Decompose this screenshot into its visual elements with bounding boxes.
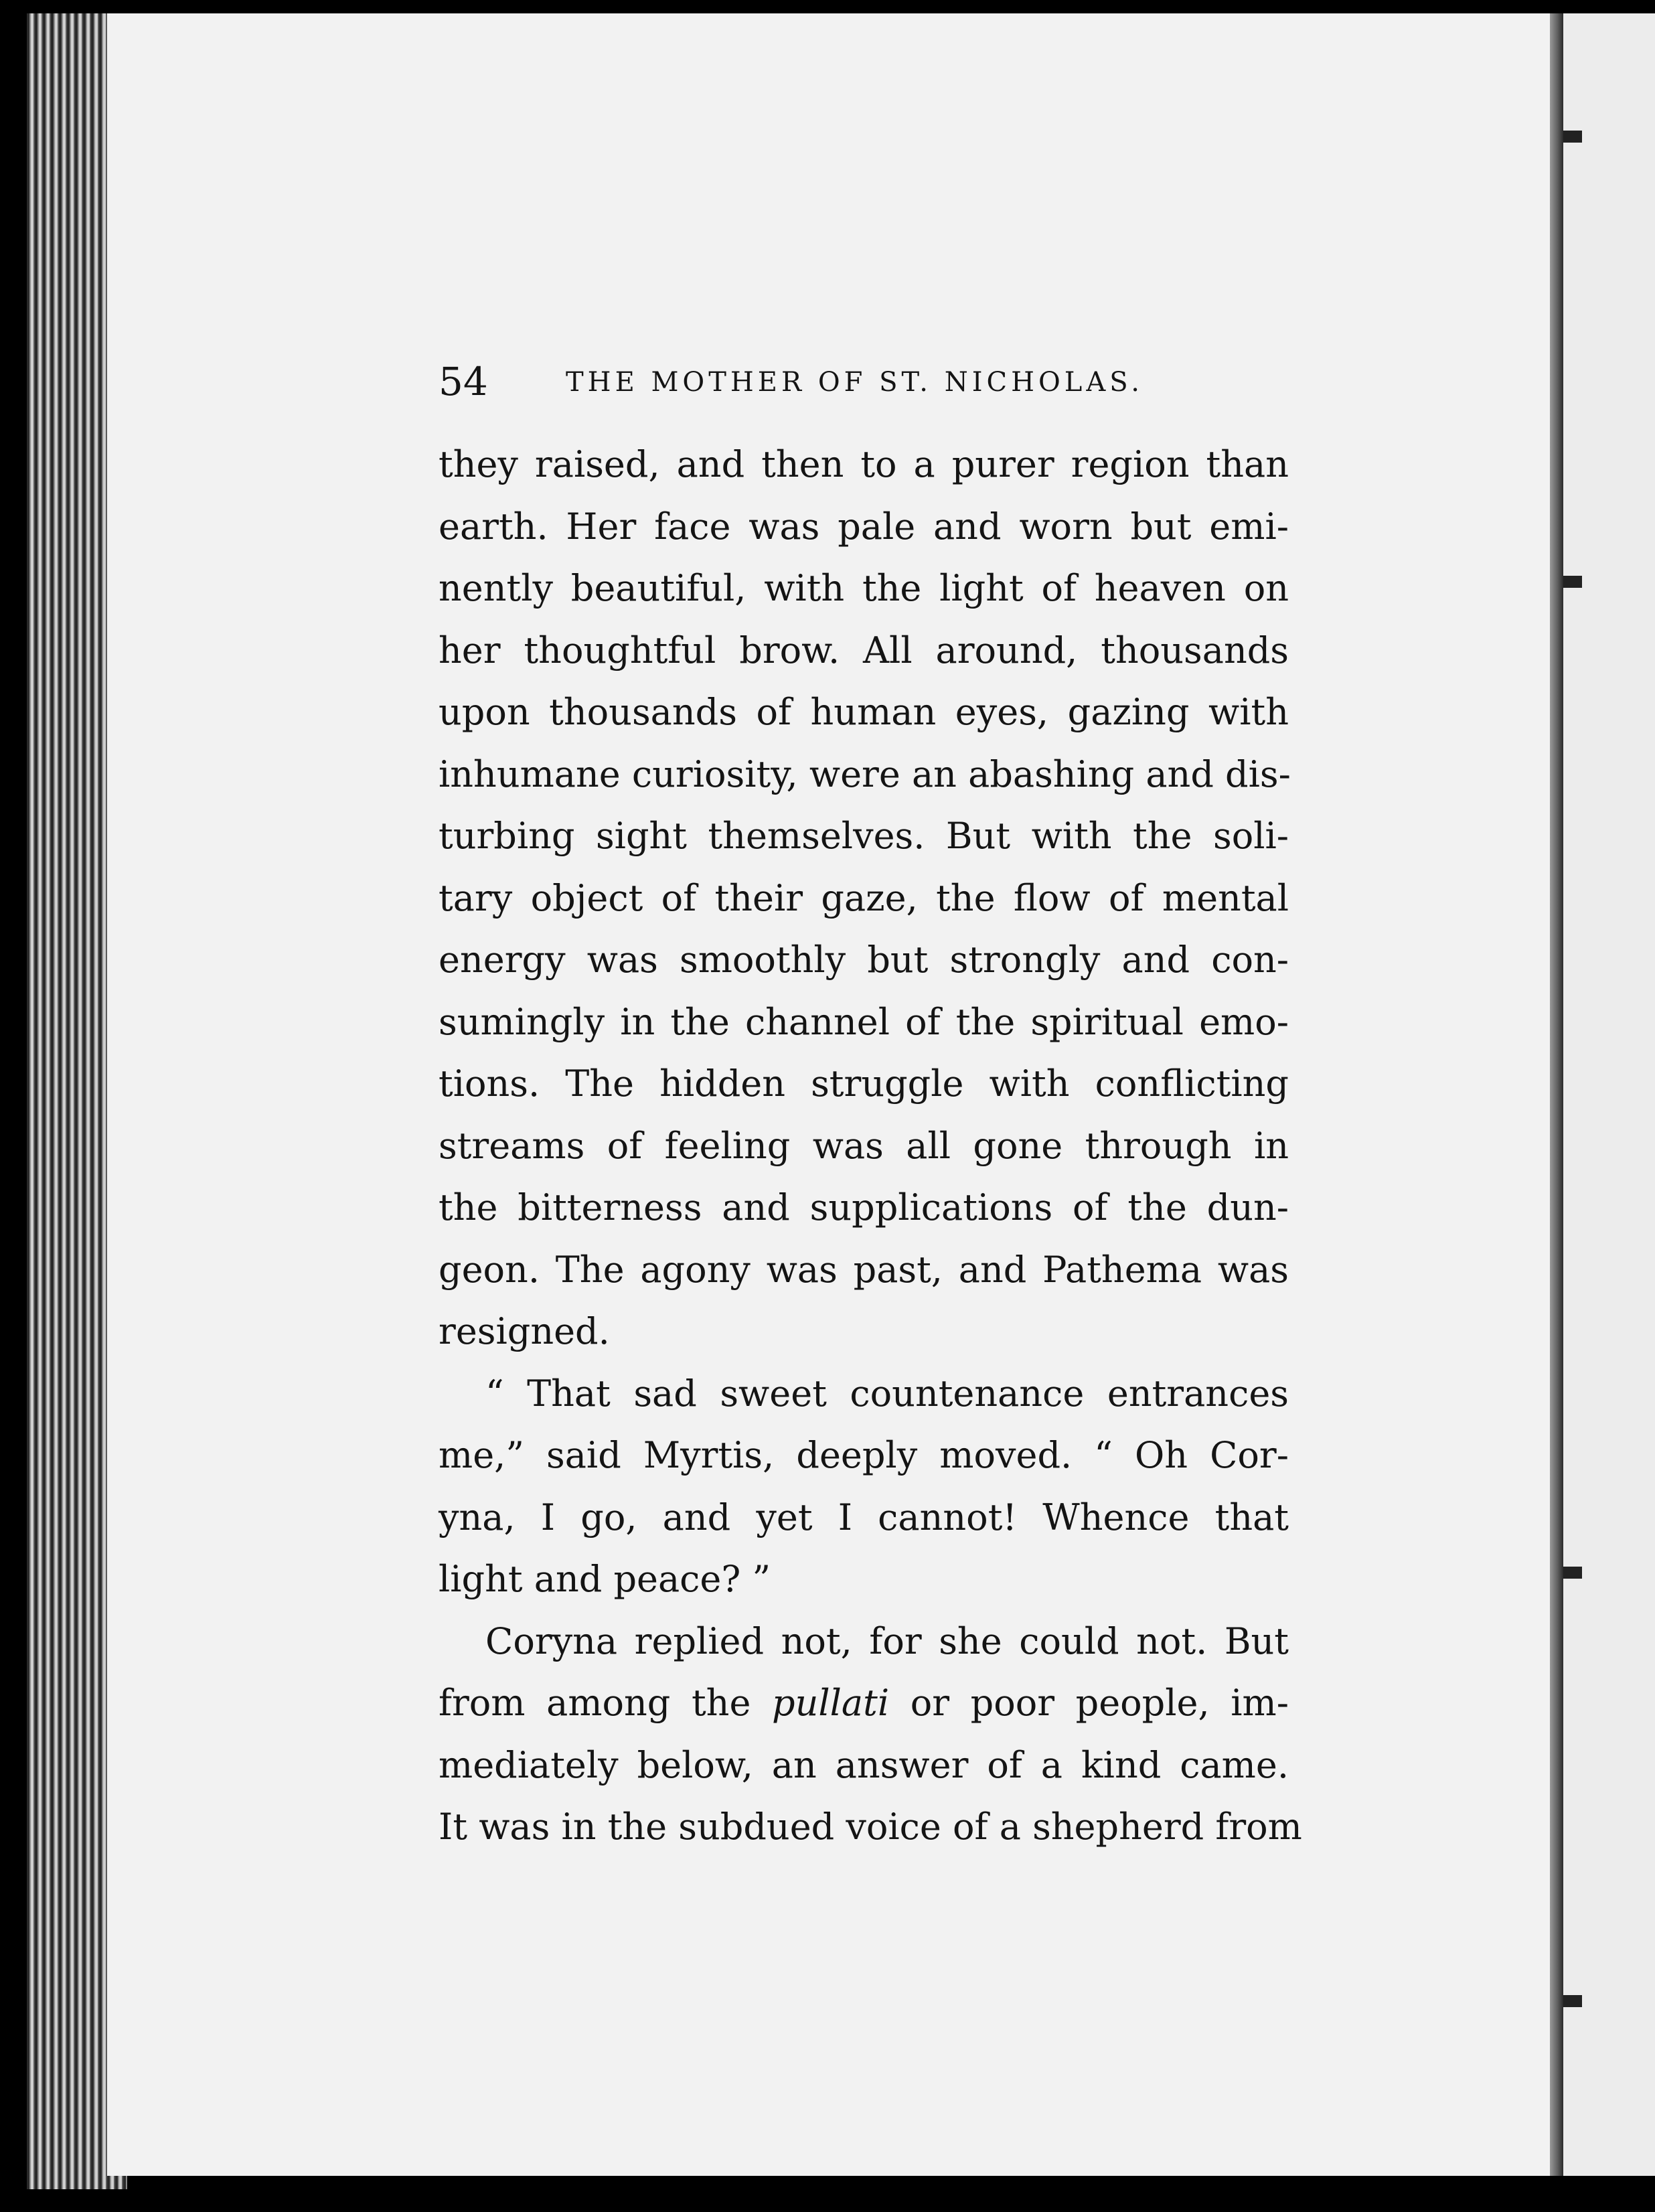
text-line: inhumane curiosity, were an abashing and dis- [439,753,1291,795]
text-line: energy was smoothly but strongly and con- [439,939,1289,981]
text-line: me,” said Myrtis, deeply moved. “ Oh Cor- [439,1434,1289,1476]
text-line: light and peace? ” [439,1558,771,1600]
paragraph [439,1611,1302,1859]
text-run: from among the [439,1682,751,1724]
body-text [439,434,1302,1859]
text-line: tary object of their gaze, the flow of mental [439,876,1289,919]
text-line: they raised, and then to a purer region than [439,443,1289,485]
text-line: her thoughtful brow. All around, thousands [439,629,1289,672]
text-line: turbing sight themselves. But with the soli- [439,815,1289,857]
page-number: 54 [439,359,488,404]
text-line: Coryna replied not, for she could not. But [485,1620,1289,1662]
facing-page-edge [1563,13,1655,2176]
text-line: streams of feeling was all gone through in [439,1124,1289,1167]
text-line: geon. The agony was past, and Pathema was [439,1248,1289,1291]
paragraph [439,1363,1289,1611]
text-line [439,1672,1289,1735]
page-gutter-edge [1550,13,1563,2176]
facing-page-mark [1563,1995,1582,2007]
text-line: nently beautiful, with the light of heaven on [439,567,1289,609]
running-title: THE MOTHER OF ST. NICHOLAS. [566,367,1144,398]
paragraph [439,434,1289,1363]
italic-term: pullati [772,1682,890,1724]
text-line: tions. The hidden struggle with conflicting [439,1062,1289,1105]
facing-page-mark [1563,576,1582,588]
running-header [439,355,1309,408]
facing-page-mark [1563,1567,1582,1579]
facing-page-mark [1563,131,1582,143]
text-line: yna, I go, and yet I cannot! Whence that [439,1496,1289,1538]
text-run: or poor people, im- [910,1682,1289,1724]
text-line: sumingly in the channel of the spiritual emo- [439,1000,1289,1043]
text-line: It was in the subdued voice of a shepherd from [439,1806,1302,1848]
text-line: upon thousands of human eyes, gazing with [439,691,1289,733]
text-line: mediately below, an answer of a kind came. [439,1743,1289,1786]
text-line: “ That sad sweet countenance entrances [485,1372,1289,1415]
text-line: the bitterness and supplications of the dun- [439,1186,1289,1229]
text-line: earth. Her face was pale and worn but emi- [439,505,1289,548]
text-line: resigned. [439,1310,610,1352]
